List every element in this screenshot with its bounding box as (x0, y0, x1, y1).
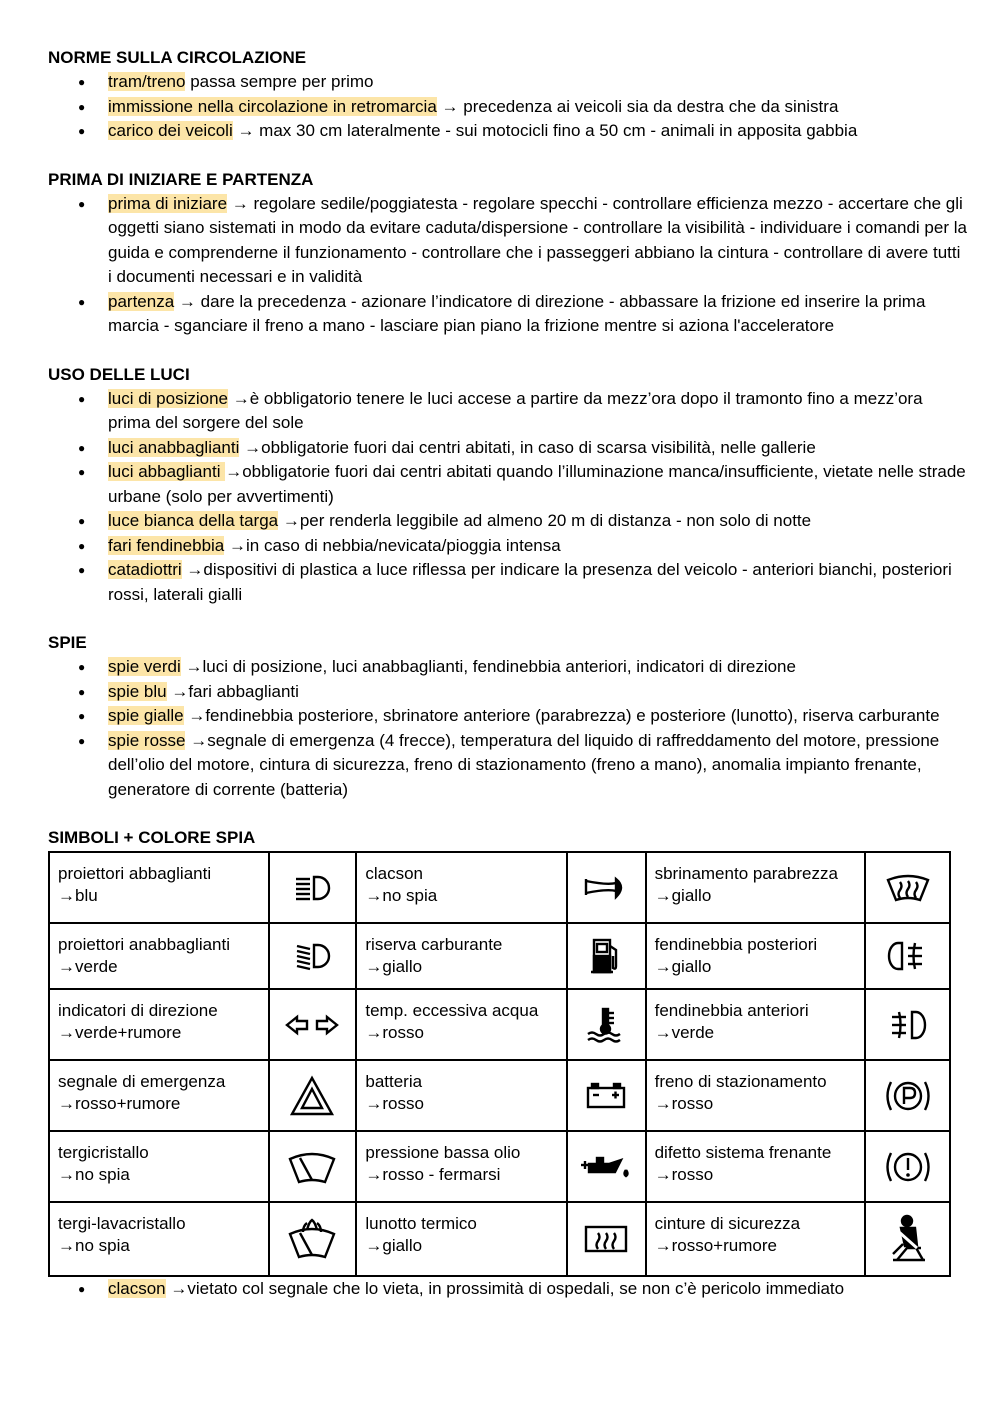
table-cell (356, 923, 566, 989)
rear-defrost-icon (567, 1202, 646, 1276)
table-row (49, 989, 950, 1060)
table-cell (646, 852, 866, 923)
table-cell (646, 923, 866, 989)
symbols-table (48, 851, 951, 1277)
cell-label: segnale di emergenza (58, 1072, 226, 1091)
cell-color: →no spia (58, 1236, 130, 1255)
item-text: →luci di posizione, luci anabbaglianti, fendinebbia anteriori, indicatori di direzione (180, 657, 796, 676)
table-row (49, 1131, 950, 1202)
highlighted-term: prima di iniziare (108, 193, 228, 213)
cell-color: →rosso+rumore (58, 1094, 181, 1113)
cell-color: →rosso (365, 1094, 424, 1113)
list-item (48, 436, 968, 461)
cell-color: →giallo (365, 1236, 423, 1255)
table-row (49, 1202, 950, 1276)
cell-label: proiettori abbaglianti (58, 864, 212, 883)
list-item (48, 655, 968, 680)
bullet-list (48, 655, 968, 802)
table-cell (356, 852, 566, 923)
windshield-defrost-icon (865, 852, 950, 923)
item-text: → max 30 cm lateralmente - sui motocicli fino a 50 cm - animali in apposita gabbia (232, 121, 858, 140)
list-item (48, 729, 968, 803)
rear-fog-icon (865, 923, 950, 989)
front-fog-icon (865, 989, 950, 1060)
table-cell (356, 1131, 566, 1202)
highlighted-term: luce bianca della targa (108, 511, 279, 530)
cell-color: →blu (58, 886, 98, 905)
item-text: →per renderla leggibile ad almeno 20 m di distanza - non solo di notte (278, 511, 812, 530)
item-text: →è obbligatorio tenere le luci accese a partire da mezz’ora dopo il tramonto fino a mezz’ora prima del sorgere del sole (108, 388, 923, 432)
cell-label: tergi-lavacristallo (58, 1214, 186, 1233)
section-simboli (48, 826, 968, 1302)
wiper-icon (269, 1131, 357, 1202)
highlighted-term: catadiottri (108, 560, 182, 579)
cell-color: →rosso - fermarsi (365, 1165, 501, 1184)
bullet-list (48, 192, 968, 339)
highlighted-term: luci anabbaglianti (108, 437, 240, 457)
table-cell (49, 1202, 269, 1276)
item-text: →vietato col segnale che lo vieta, in prossimità di ospedali, se non c’è pericolo immediato (165, 1279, 845, 1298)
highlighted-term: carico dei veicoli (108, 121, 233, 140)
list-item (48, 387, 968, 436)
cell-color: →verde+rumore (58, 1023, 182, 1042)
horn-icon (567, 852, 646, 923)
cell-color: →no spia (58, 1165, 130, 1184)
oil-pressure-icon (567, 1131, 646, 1202)
cell-label: clacson (365, 864, 424, 883)
highlighted-term: tram/treno (108, 72, 186, 91)
table-cell (646, 989, 866, 1060)
highlighted-term: luci di posizione (108, 388, 229, 408)
list-item (48, 509, 968, 534)
cell-label: fendinebbia posteriori (654, 935, 818, 954)
cell-color: →giallo (654, 886, 712, 905)
document-body (48, 46, 968, 1302)
cell-label: sbrinamento parabrezza (654, 864, 838, 883)
low-beam-icon (269, 923, 357, 989)
item-text: →in caso di nebbia/nevicata/pioggia intensa (224, 535, 561, 555)
turn-signal-icon (269, 989, 357, 1060)
cell-color: →verde (654, 1023, 715, 1042)
table-cell (49, 852, 269, 923)
cell-color: →rosso (654, 1165, 714, 1184)
item-text: → dare la precedenza - azionare l’indicatore di direzione - abbassare la frizione ed inserire la prima marcia - sganciare il freno a mano - lasciare pian piano la frizione mentre si aziona l'acceleratore (108, 291, 926, 335)
list-item (48, 680, 968, 705)
table-cell (49, 1131, 269, 1202)
table-row (49, 923, 950, 989)
list-item (48, 1277, 968, 1302)
list-item (48, 460, 968, 509)
table-row (49, 852, 950, 923)
item-text: passa sempre per primo (185, 72, 374, 91)
cell-color: →rosso (654, 1094, 714, 1113)
item-text: →obbligatorie fuori dai centri abitati quando l’illuminazione manca/insufficiente, vietate nelle strade urbane (solo per avvertimenti) (108, 462, 966, 506)
cell-label: lunotto termico (365, 1214, 477, 1233)
item-text: →fendinebbia posteriore, sbrinatore anteriore (parabrezza) e posteriore (lunotto), riserva carburante (183, 706, 940, 725)
item-text: → precedenza ai veicoli sia da destra che da sinistra (436, 96, 839, 116)
parking-brake-icon (865, 1060, 950, 1131)
list-item (48, 704, 968, 729)
highlighted-term: spie rosse (108, 730, 186, 750)
highlighted-term: partenza (108, 291, 175, 311)
table-cell (49, 989, 269, 1060)
item-text: →obbligatorie fuori dai centri abitati, in caso di scarsa visibilità, nelle gallerie (239, 437, 816, 457)
highlighted-term: luci abbaglianti (108, 462, 226, 481)
cell-label: pressione bassa olio (365, 1143, 521, 1162)
section-prima-di-iniziare (48, 168, 968, 339)
cell-label: proiettori anabbaglianti (58, 935, 231, 954)
section-title: USO DELLE LUCI (48, 364, 190, 384)
cell-label: tergicristallo (58, 1143, 149, 1162)
section-title: PRIMA DI INIZIARE E PARTENZA (48, 169, 314, 189)
table-cell (646, 1202, 866, 1276)
section-spie (48, 631, 968, 802)
item-text: → regolare sedile/poggiatesta - regolare specchi - controllare efficienza mezzo - accertare che gli oggetti siano sistemati in modo da evitare caduta/dispersione - controllare la visibilità - individuare i comandi per la guida e comprenderne il funzionamento - controllare che i passeggeri abbiano la cintura - controllare di avere tutti i documenti necessari e in validità (108, 193, 967, 286)
footer-list (48, 1277, 968, 1302)
cell-label: cinture di sicurezza (654, 1214, 801, 1233)
cell-color: →giallo (365, 957, 423, 976)
table-cell (646, 1131, 866, 1202)
list-item (48, 119, 968, 144)
hazard-icon (269, 1060, 357, 1131)
cell-color: →verde (58, 957, 118, 976)
cell-label: difetto sistema frenante (654, 1143, 832, 1162)
item-text: →fari abbaglianti (166, 681, 299, 701)
section-norme-circolazione (48, 46, 968, 144)
table-cell (356, 1060, 566, 1131)
item-text: →segnale di emergenza (4 frecce), temperatura del liquido di raffreddamento del motore, pressione dell’olio del motore, cintura di sicurezza, freno di stazionamento (freno a mano), anomalia impianto frenante, generatore di corrente (batteria) (108, 730, 940, 799)
high-beam-icon (269, 852, 357, 923)
highlighted-term: spie blu (108, 681, 167, 701)
wiper-washer-icon (269, 1202, 357, 1276)
table-cell (646, 1060, 866, 1131)
highlighted-term: clacson (108, 1279, 166, 1298)
cell-label: fendinebbia anteriori (654, 1001, 809, 1020)
table-cell (356, 989, 566, 1060)
cell-label: batteria (365, 1072, 423, 1091)
brake-fault-icon (865, 1131, 950, 1202)
list-item (48, 290, 968, 339)
section-uso-delle-luci (48, 363, 968, 608)
cell-label: temp. eccessiva acqua (365, 1001, 539, 1020)
list-item (48, 192, 968, 290)
list-item (48, 95, 968, 120)
section-title: NORME SULLA CIRCOLAZIONE (48, 48, 307, 67)
cell-color: →rosso+rumore (654, 1236, 777, 1255)
cell-color: →no spia (365, 886, 438, 905)
highlighted-term: spie verdi (108, 657, 181, 676)
table-row (49, 1060, 950, 1131)
cell-color: →rosso (365, 1023, 424, 1042)
highlighted-term: fari fendinebbia (108, 535, 225, 555)
highlighted-term: immissione nella circolazione in retromarcia (108, 96, 437, 116)
item-text: →dispositivi di plastica a luce riflessa per indicare la presenza del veicolo - anteriori bianchi, posteriori rossi, laterali gialli (108, 560, 952, 604)
bullet-list (48, 387, 968, 608)
fuel-icon (567, 923, 646, 989)
cell-label: indicatori di direzione (58, 1001, 218, 1020)
table-cell (49, 1060, 269, 1131)
highlighted-term: spie gialle (108, 706, 184, 725)
cell-color: →giallo (654, 957, 712, 976)
table-title: SIMBOLI + COLORE SPIA (48, 828, 256, 847)
battery-icon (567, 1060, 646, 1131)
table-cell (49, 923, 269, 989)
list-item (48, 70, 968, 95)
table-cell (356, 1202, 566, 1276)
cell-label: freno di stazionamento (654, 1072, 827, 1091)
section-title: SPIE (48, 633, 87, 652)
seatbelt-icon (865, 1202, 950, 1276)
cell-label: riserva carburante (365, 935, 503, 954)
list-item (48, 558, 968, 607)
bullet-list (48, 70, 968, 144)
coolant-temp-icon (567, 989, 646, 1060)
list-item (48, 534, 968, 559)
